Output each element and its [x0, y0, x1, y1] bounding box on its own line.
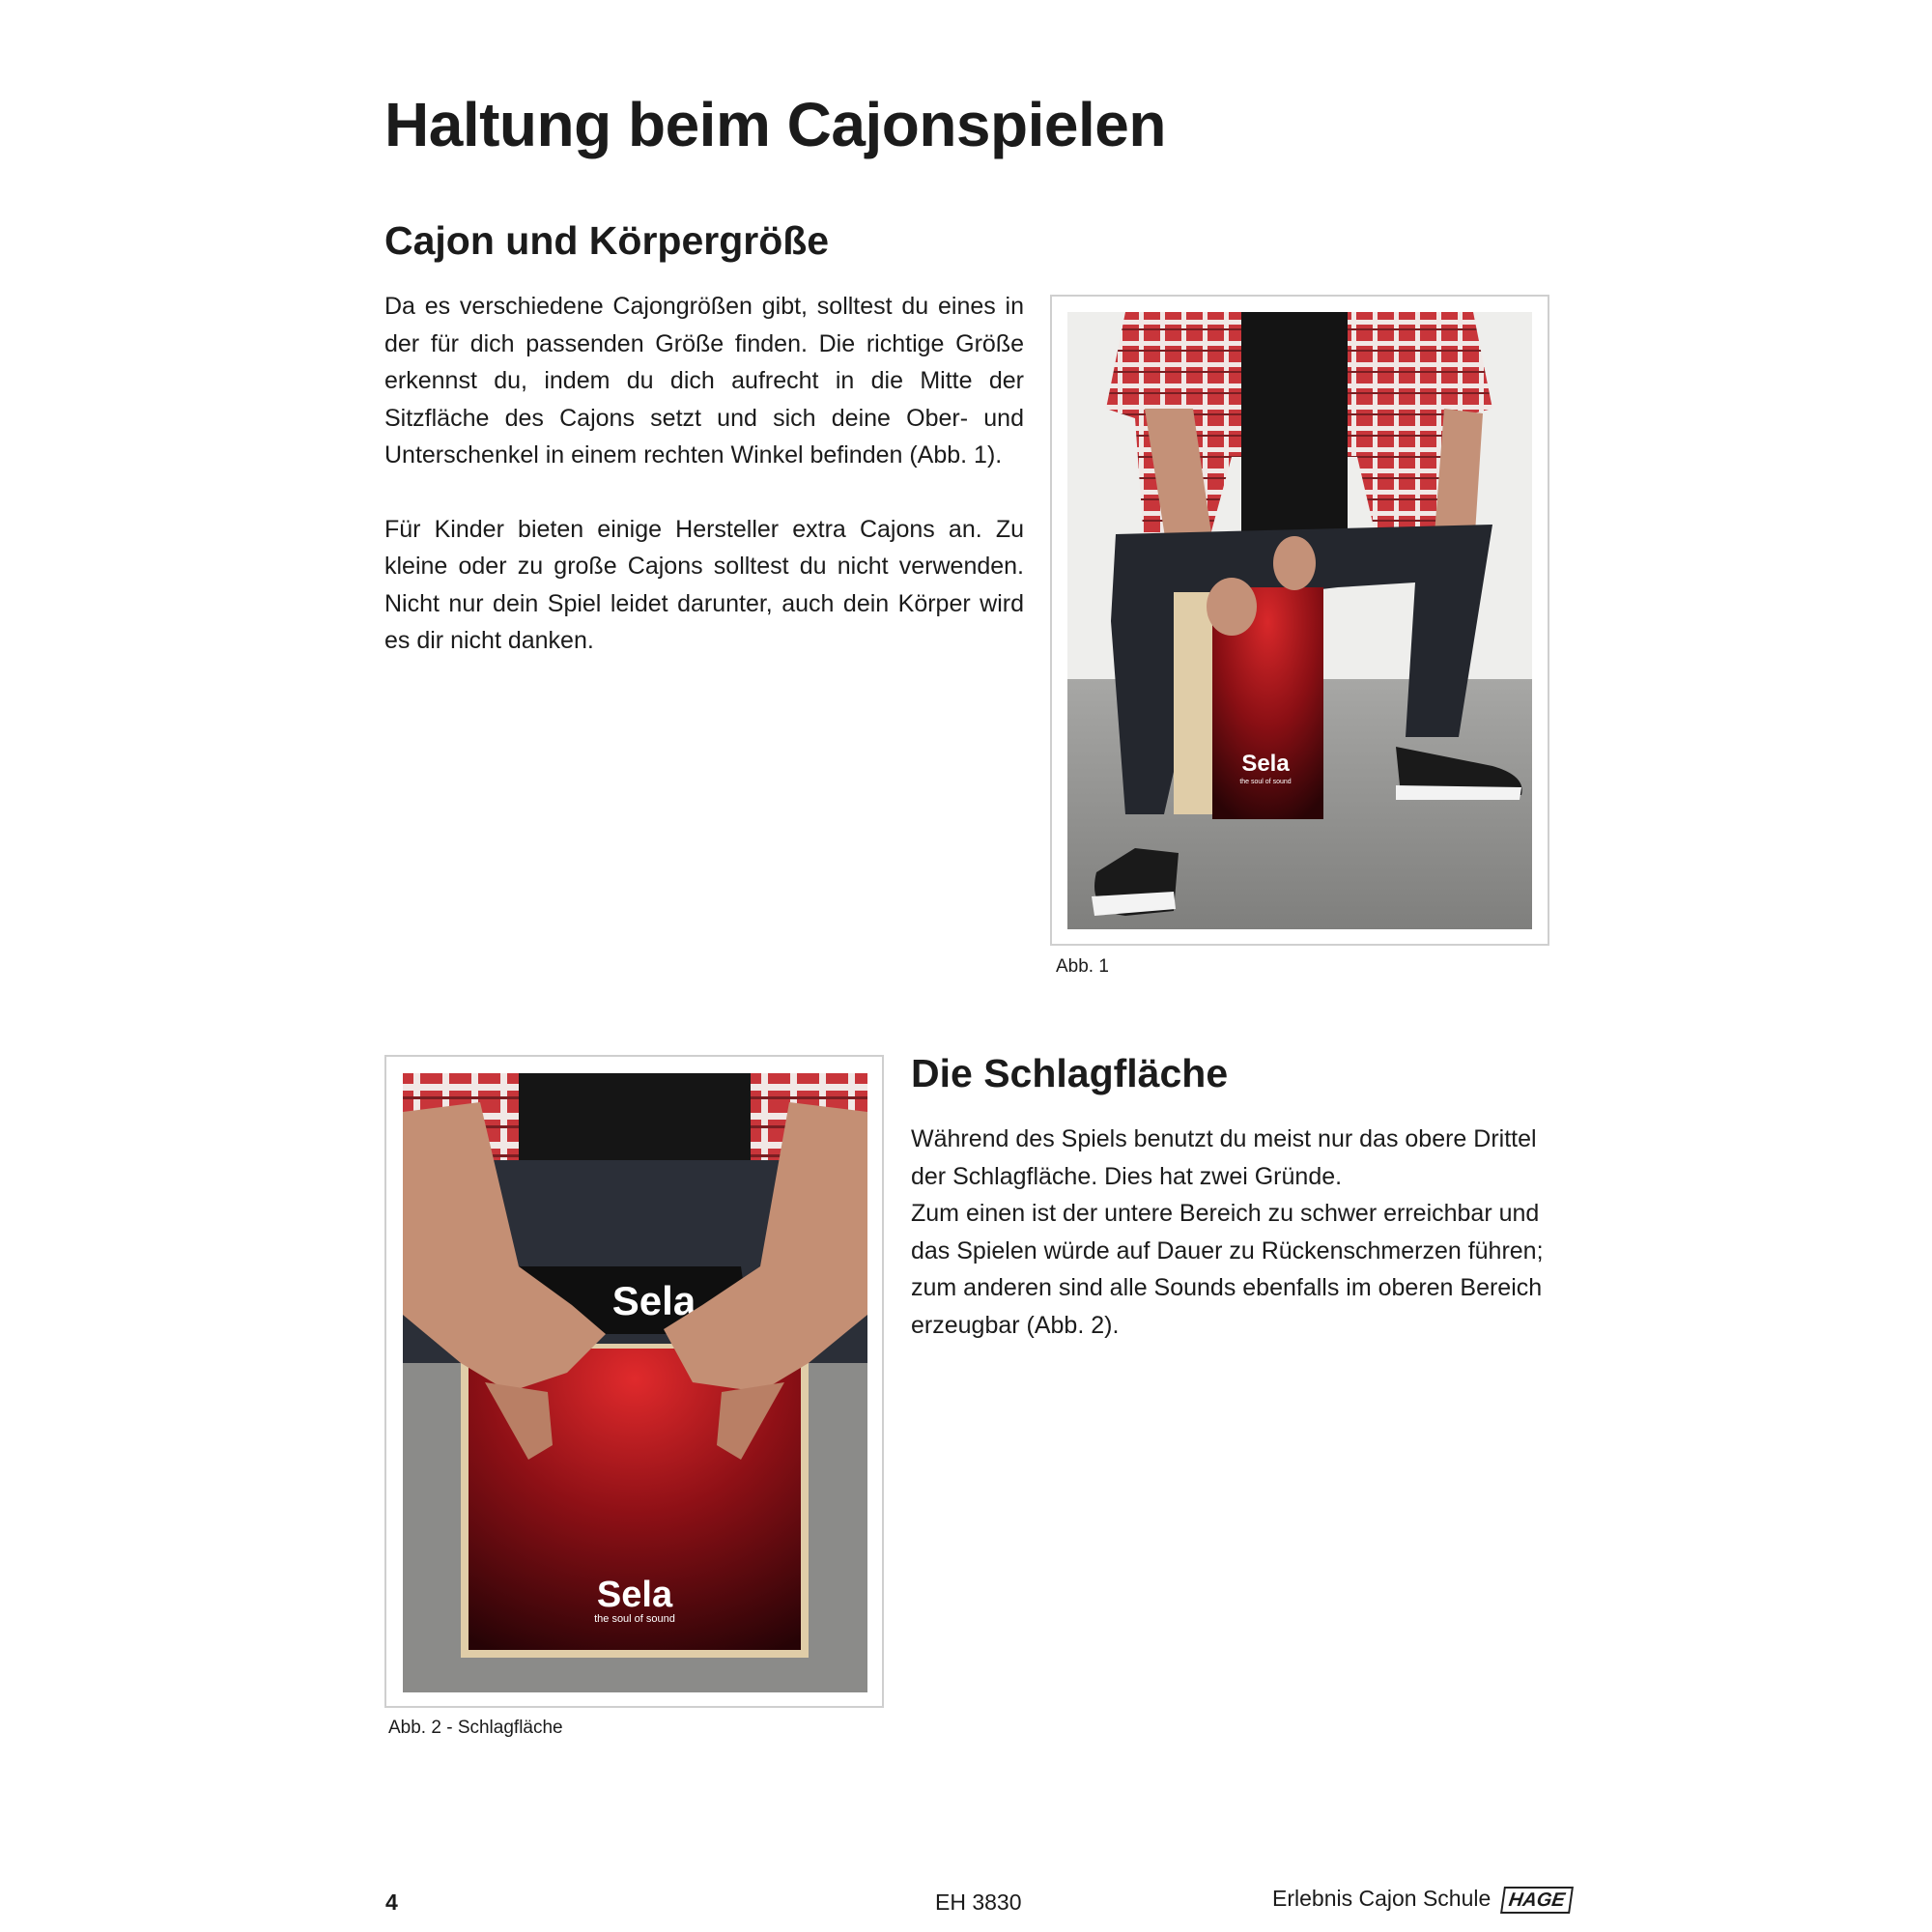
paragraph-strike-surface-2: Zum einen ist der untere Bereich zu schwer erreichbar und das Spielen würde auf Dauer zu Rückenschmerzen führen; zum anderen sind alle Sounds ebenfalls im oberen Bereich erzeugbar (Abb. 2).	[911, 1200, 1544, 1339]
cajon-logo-1: Sela	[1241, 751, 1290, 777]
figure-1-photo	[1067, 312, 1532, 929]
cajon-top-logo: Sela	[611, 1278, 696, 1323]
paragraph-strike-surface-1: Während des Spiels benutzt du meist nur das obere Drittel der Schlagfläche. Dies hat zwei Gründe.	[911, 1125, 1537, 1190]
page-title: Haltung beim Cajonspielen	[384, 90, 1166, 159]
section-heading-strike-surface: Die Schlagfläche	[911, 1051, 1229, 1095]
figure-2-photo	[403, 1073, 867, 1692]
catalog-code: EH 3830	[935, 1889, 1022, 1915]
publisher-logo: HAGE	[1500, 1887, 1574, 1914]
section2-text	[911, 1121, 1577, 1344]
figure-1-caption: Abb. 1	[1056, 956, 1109, 977]
footer-book-info	[1272, 1886, 1572, 1914]
figure-1-frame	[1050, 295, 1549, 946]
book-title: Erlebnis Cajon Schule	[1272, 1886, 1492, 1911]
paragraph-kids-cajons: Für Kinder bieten einige Hersteller extra Cajons an. Zu kleine oder zu große Cajons solltest du nicht verwenden. Nicht nur dein Spiel leidet darunter, auch dein Körper wird es dir nicht danken.	[384, 515, 1024, 654]
page-number: 4	[385, 1889, 398, 1915]
section-heading-body-size: Cajon und Körpergröße	[384, 218, 830, 263]
cajon-tagline-1: the soul of sound	[1239, 779, 1292, 785]
figure-2-frame	[384, 1055, 884, 1708]
cajon-front-tagline: the soul of sound	[594, 1613, 675, 1625]
paragraph-body-size: Da es verschiedene Cajongrößen gibt, solltest du eines in der für dich passenden Größe finden. Die richtige Größe erkennst du, indem du dich aufrecht in die Mitte der Sitzfläche des Cajons setzt und sich deine Ober- und Unterschenkel in einem rechten Winkel befinden (Abb. 1).	[384, 293, 1024, 469]
section1-text	[384, 288, 1024, 660]
figure-2-caption: Abb. 2 - Schlagfläche	[388, 1718, 563, 1738]
cajon-front-logo: Sela	[596, 1575, 673, 1615]
